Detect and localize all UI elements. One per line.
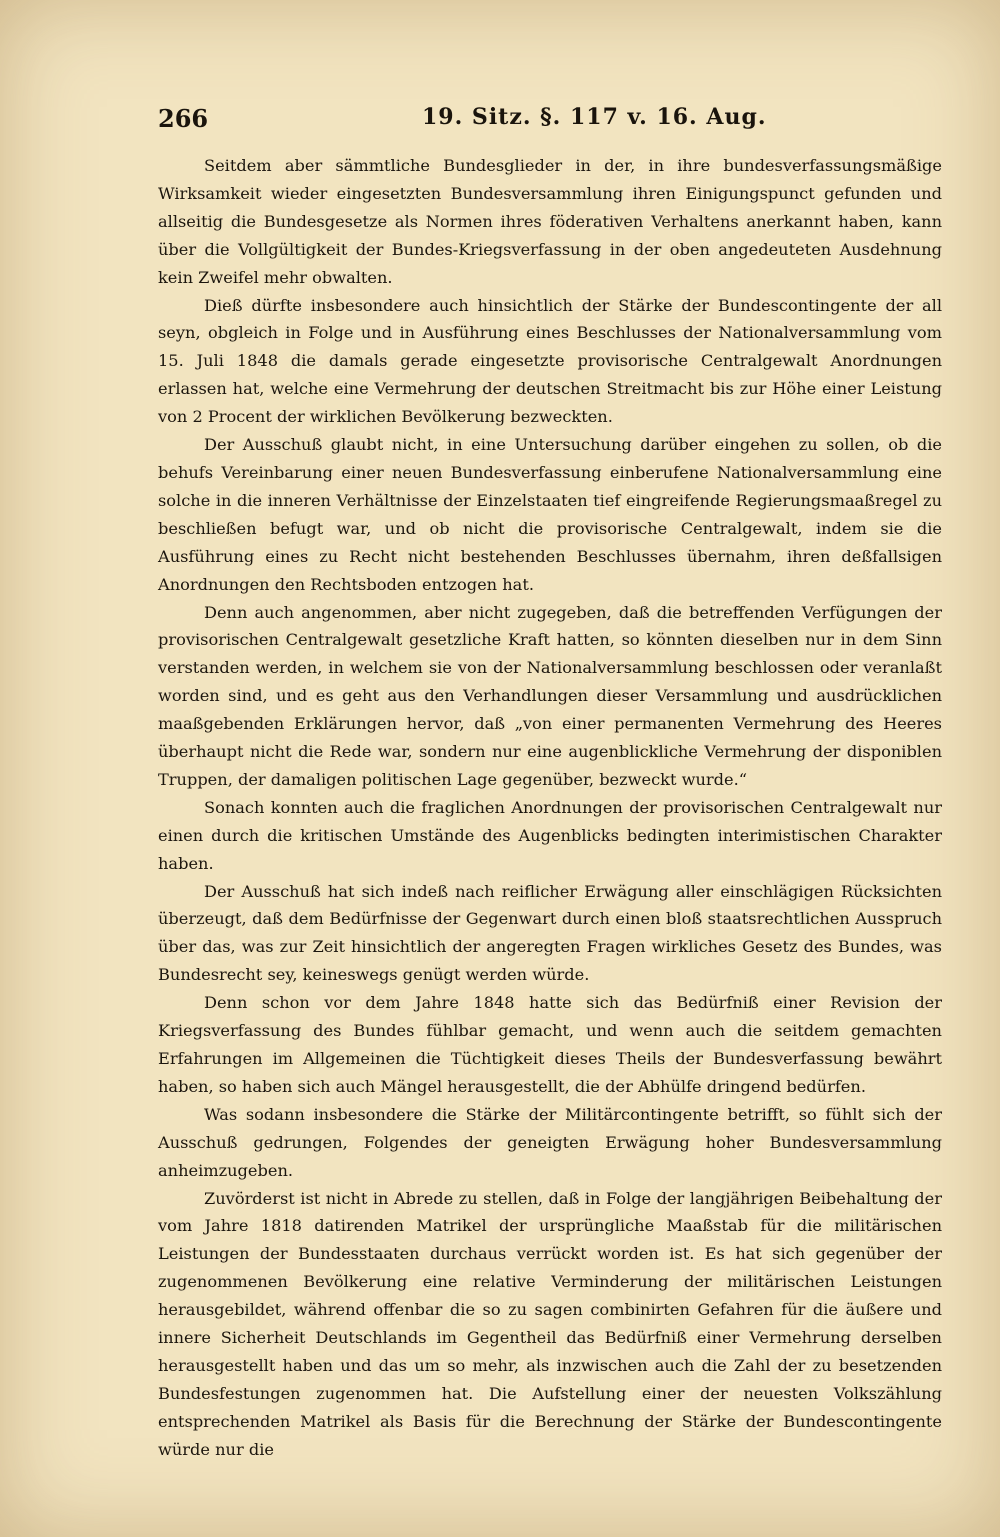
paragraph-6: Der Ausschuß hat sich indeß nach reiflicher Erwägung aller einschlägigen Rücksichten überzeugt, daß dem Bedürfnisse der Gegenwart durch einen bloß staatsrechtlichen Ausspruch über das, was zur Zeit hinsichtlich der angeregten Fragen wirkliches Gesetz des Bundes, was Bundesrecht sey, keineswegs genügt werden würde. bbox=[158, 881, 942, 985]
paragraph-2: Dieß dürfte insbesondere auch hinsichtlich der Stärke der Bundescontingente der all seyn, obgleich in Folge und in Ausführung eines Beschlusses der Nationalversammlung vom 15. Juli 1848 die damals gerade eingesetzte provisorische Centralgewalt Anordnungen erlassen hat, welche eine Vermehrung der deutschen Streitmacht bis zur Höhe einer Leistung von 2 Procent der wirklichen Bevölkerung bezweckten. bbox=[158, 295, 942, 427]
page-number: 266 bbox=[158, 104, 209, 133]
paragraph-1: Seitdem aber sämmtliche Bundesglieder in der, in ihre bundesverfassungsmäßige Wirksamkeit wieder eingesetzten Bundesversammlung ihren Einigungspunct gefunden und allseitig die Bundesgesetze als Normen ihres föderativen Verhaltens anerkannt haben, kann über die Vollgültigkeit der Bundes-Kriegsverfassung in der oben angedeuteten Ausdehnung kein Zweifel mehr obwalten. bbox=[158, 156, 942, 287]
paragraph-8: Was sodann insbesondere die Stärke der Militärcontingente betrifft, so fühlt sich der Ausschuß gedrungen, Folgendes der geneigten Erwägung hoher Bundesversammlung anheimzugeben. bbox=[158, 1104, 942, 1180]
paragraph-9: Zuvörderst ist nicht in Abrede zu stellen, daß in Folge der langjährigen Beibehaltung der vom Jahre 1818 datirenden Matrikel der ursprüngliche Maaßstab für die militärischen Leistungen der Bundesstaaten durchaus verrückt worden ist. Es hat sich gegenüber der zugenommenen Bevölkerung eine relative Verminderung der militärischen Leistungen herausgebildet, während offenbar die so zu sagen combinirten Gefahren für die äußere und innere Sicherheit Deutschlands im Gegentheil das Bedürfniß einer Vermehrung derselben herausgestellt haben und das um so mehr, als inzwischen auch die Zahl der zu besetzenden Bundesfestungen zugenommen hat. Die Aufstellung einer der neuesten Volkszählung entsprechenden Matrikel als Basis für die Berechnung der Stärke der Bundescontingente würde nur die bbox=[158, 1188, 942, 1459]
paragraph-5: Sonach konnten auch die fraglichen Anordnungen der provisorischen Centralgewalt nur einen durch die kritischen Umstände des Augenblicks bedingten interimistischen Charakter haben. bbox=[158, 797, 942, 873]
paragraph-4: Denn auch angenommen, aber nicht zugegeben, daß die betreffenden Verfügungen der provisorischen Centralgewalt gesetzliche Kraft hatten, so könnten dieselben nur in dem Sinn verstanden werden, in welchem sie von der Nationalversammlung beschlossen oder veranlaßt worden sind, und es geht aus den Verhandlungen dieser Versammlung und ausdrücklichen maaßgebenden Erklärungen hervor, daß „von einer permanenten Vermehrung des Heeres überhaupt nicht die Rede war, sondern nur eine augenblickliche Vermehrung der disponiblen Truppen, der damaligen politischen Lage gegenüber, bezweckt wurde.“ bbox=[158, 602, 942, 789]
paragraph-3: Der Ausschuß glaubt nicht, in eine Untersuchung darüber eingehen zu sollen, ob die behufs Vereinbarung einer neuen Bundesverfassung einberufene Nationalversammlung eine solche in die inneren Verhältnisse der Einzelstaaten tief eingreifende Regierungsmaaßregel zu beschließen befugt war, und ob nicht die provisorische Centralgewalt, indem sie die Ausführung eines zu Recht nicht bestehenden Beschlusses übernahm, ihren deßfallsigen Anordnungen den Rechtsboden entzogen hat. bbox=[158, 435, 942, 594]
page-header bbox=[158, 104, 942, 144]
body-text bbox=[158, 152, 942, 1464]
paragraph-7: Denn schon vor dem Jahre 1848 hatte sich das Bedürfniß einer Revision der Kriegsverfassung des Bundes fühlbar gemacht, und wenn auch die seitdem gemachten Erfahrungen im Allgemeinen die Tüchtigkeit dieses Theils der Bundesverfassung bewährt haben, so haben sich auch Mängel herausgestellt, die der Abhülfe dringend bedürfen. bbox=[158, 993, 942, 1096]
running-head: 19. Sitz. §. 117 v. 16. Aug. bbox=[422, 104, 767, 130]
